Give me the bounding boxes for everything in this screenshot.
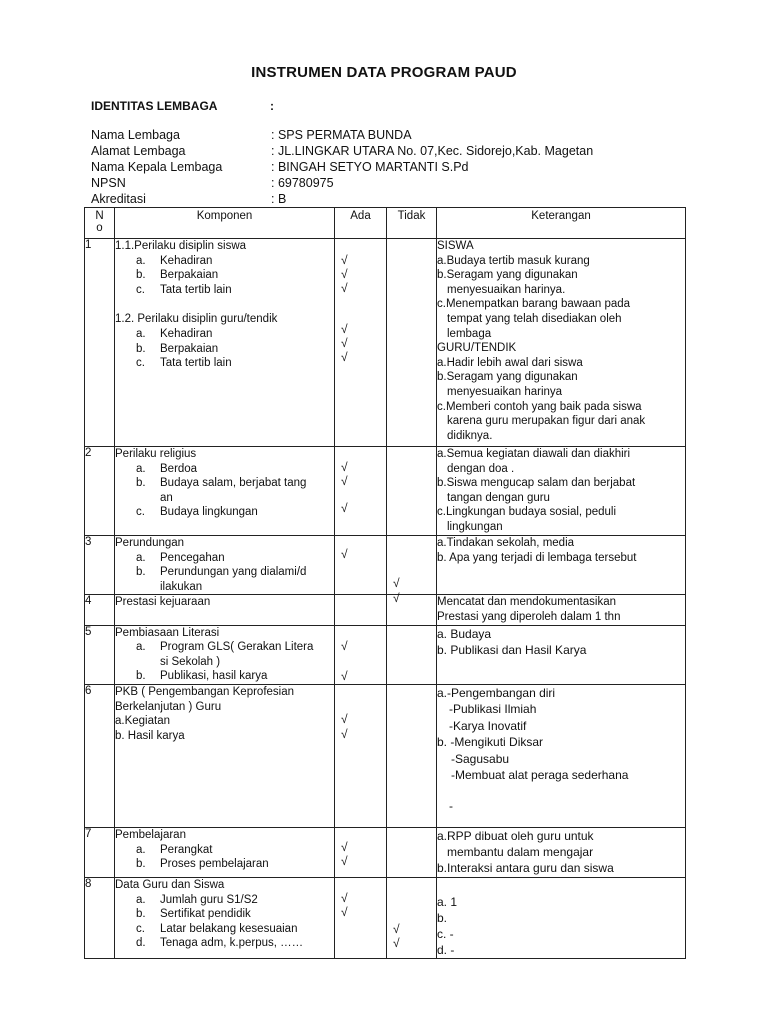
row-ada (335, 625, 387, 684)
check-mark: √ (341, 281, 348, 295)
header-keterangan: Keterangan (437, 208, 686, 239)
header-komponen: Komponen (115, 208, 335, 239)
row-number: 4 (85, 595, 115, 625)
row-number: 2 (85, 447, 115, 536)
row-tidak (387, 239, 437, 447)
row-number: 1 (85, 239, 115, 447)
row-ada (335, 827, 387, 877)
header-tidak: Tidak (387, 208, 437, 239)
row-komponen: Pembelajaran a. Perangkat b. Proses pembelajaran (115, 827, 335, 877)
row-keterangan: a. 1 b. c. - d. - (437, 877, 686, 958)
row-ada (335, 536, 387, 595)
check-mark: √ (341, 267, 348, 281)
check-mark: √ (341, 638, 348, 653)
check-mark: √ (341, 547, 348, 561)
header-no: N o (85, 208, 115, 239)
row-keterangan: a.Tindakan sekolah, media b. Apa yang terjadi di lembaga tersebut (437, 536, 686, 595)
table-row (85, 536, 686, 595)
row-ada (335, 684, 387, 827)
row-komponen: Pembiasaan Literasi a. Program GLS( Gerakan Litera si Sekolah ) b. Publikasi, hasil karya (115, 625, 335, 684)
header-ada: Ada (335, 208, 387, 239)
check-mark: √ (341, 711, 348, 726)
row-ada (335, 239, 387, 447)
row-komponen: Perilaku religius a. Berdoa b. Budaya salam, berjabat tang an c. Budaya lingkungan (115, 447, 335, 536)
check-mark: √ (341, 668, 348, 683)
row-ada (335, 595, 387, 625)
row-komponen: Perundungan a. Pencegahan b. Perundungan yang dialami/d ilakukan (115, 536, 335, 595)
check-mark: √ (341, 460, 348, 474)
row-tidak (387, 625, 437, 684)
row-keterangan: SISWA a.Budaya tertib masuk kurang b.Seragam yang digunakan menyesuaikan harinya. c.Menempatkan barang bawaan pada tempat yang telah disediakan oleh lembaga GURU/TENDIK a.Hadir lebih awal dari siswa b.Seragam yang digunakan menyesuaikan harinya c.Memberi contoh yang baik pada siswa karena guru merupakan figur dari anak didiknya. (437, 239, 686, 447)
row-komponen: Prestasi kejuaraan (115, 595, 335, 625)
info-value: : BINGAH SETYO MARTANTI S.Pd (271, 160, 469, 174)
table-row (85, 595, 686, 625)
row-komponen: Data Guru dan Siswa a. Jumlah guru S1/S2 b. Sertifikat pendidik c. Latar belakang kesesuaian d. Tenaga adm, k.perpus, …… (115, 877, 335, 958)
info-label: Nama Kepala Lembaga (91, 160, 223, 174)
row-number: 3 (85, 536, 115, 595)
document-title: INSTRUMEN DATA PROGRAM PAUD (251, 64, 517, 81)
table-row (85, 239, 686, 447)
check-mark: √ (341, 890, 348, 905)
table-row (85, 625, 686, 684)
row-ada (335, 447, 387, 536)
table-row (85, 827, 686, 877)
info-value: : 69780975 (271, 176, 334, 190)
row-keterangan: a. Budaya b. Publikasi dan Hasil Karya (437, 625, 686, 684)
row-tidak (387, 447, 437, 536)
check-mark: √ (341, 501, 348, 515)
table-row (85, 447, 686, 536)
row-keterangan: a.Semua kegiatan diawali dan diakhiri dengan doa . b.Siswa mengucap salam dan berjabat tangan dengan guru c.Lingkungan budaya sosial, peduli lingkungan (437, 447, 686, 536)
check-mark: √ (341, 839, 348, 854)
identity-colon: : (270, 99, 274, 113)
check-mark: √ (341, 253, 348, 267)
identity-heading: IDENTITAS LEMBAGA (91, 99, 218, 113)
check-mark: √ (393, 576, 400, 590)
check-mark: √ (341, 726, 348, 741)
program-table (84, 207, 686, 959)
row-komponen: PKB ( Pengembangan Keprofesian Berkelanjutan ) Guru a.Kegiatan b. Hasil karya (115, 684, 335, 827)
row-keterangan: a.-Pengembangan diri -Publikasi Ilmiah -Karya Inovatif b. -Mengikuti Diksar -Sagusabu -Membuat alat peraga sederhana - (437, 684, 686, 827)
row-keterangan: a.RPP dibuat oleh guru untuk membantu dalam mengajar b.Interaksi antara guru dan siswa (437, 827, 686, 877)
table-row (85, 877, 686, 958)
row-komponen: 1.1.Perilaku disiplin siswa a. Kehadiran b. Berpakaian c. Tata tertib lain 1.2. Perilaku disiplin guru/tendik a. Kehadiran b. Berpakaian c. Tata tertib lain (115, 239, 335, 447)
row-tidak (387, 684, 437, 827)
check-mark: √ (341, 904, 348, 919)
row-number: 8 (85, 877, 115, 958)
row-tidak (387, 827, 437, 877)
info-value: : SPS PERMATA BUNDA (271, 128, 412, 142)
check-mark: √ (341, 336, 348, 350)
row-number: 5 (85, 625, 115, 684)
row-tidak (387, 591, 437, 625)
table-row (85, 684, 686, 827)
check-mark: √ (393, 921, 400, 936)
row-number: 6 (85, 684, 115, 827)
check-mark: √ (341, 474, 348, 488)
row-ada (335, 877, 387, 958)
check-mark: √ (341, 322, 348, 336)
check-mark: √ (393, 935, 400, 950)
info-label: Alamat Lembaga (91, 144, 186, 158)
table-header-row (85, 208, 686, 239)
check-mark: √ (393, 591, 400, 606)
row-number: 7 (85, 827, 115, 877)
row-keterangan: Mencatat dan mendokumentasikan Prestasi yang diperoleh dalam 1 thn (437, 595, 686, 625)
info-label: Nama Lembaga (91, 128, 180, 142)
check-mark: √ (341, 350, 348, 364)
info-label: Akreditasi (91, 192, 146, 206)
info-value: : B (271, 192, 287, 206)
row-tidak (387, 536, 437, 595)
info-label: NPSN (91, 176, 126, 190)
check-mark: √ (341, 853, 348, 868)
row-tidak (387, 877, 437, 958)
info-value: : JL.LINGKAR UTARA No. 07,Kec. Sidorejo,Kab. Magetan (271, 144, 594, 158)
